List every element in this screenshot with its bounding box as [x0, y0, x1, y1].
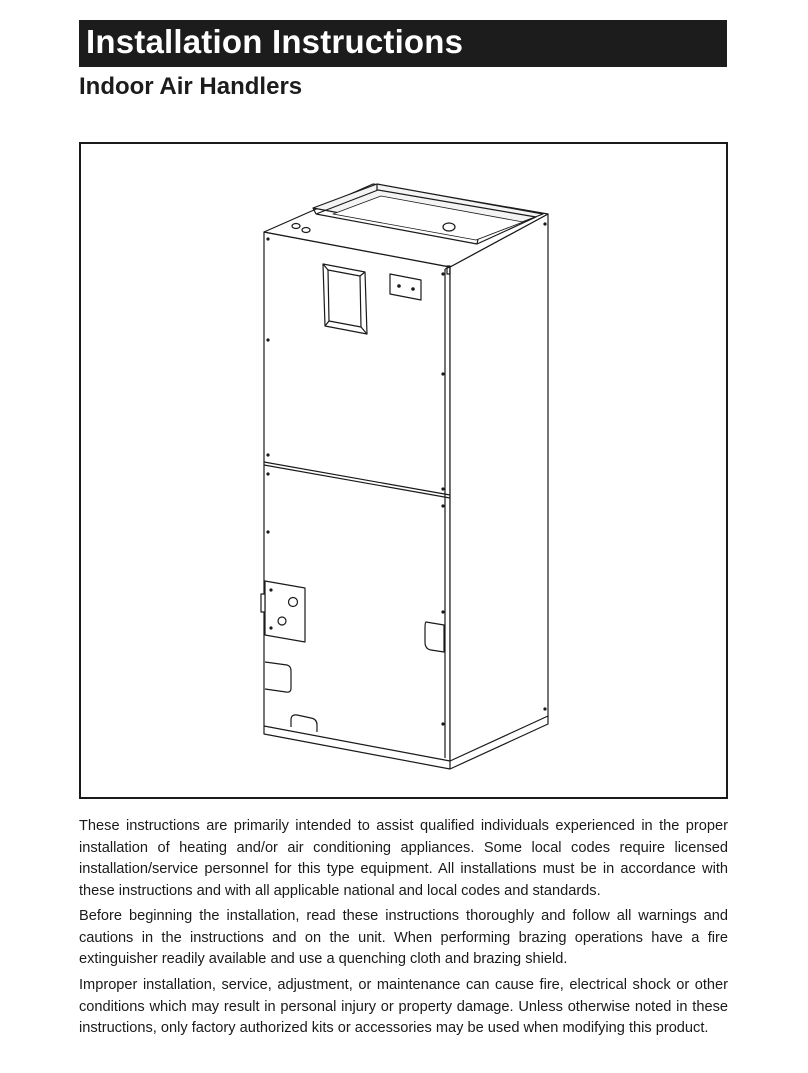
- side-panel-outline: [450, 214, 548, 761]
- document-title: Installation Instructions: [86, 23, 464, 60]
- brazing-caution-paragraph: Before beginning the installation, read these instructions thoroughly and follow all warnings and cautions in the instructions and on the unit. When performing brazing operations have a fire extinguisher readily available and use a quenching cloth and brazing shield.: [79, 908, 728, 967]
- document-subtitle: Indoor Air Handlers: [79, 73, 303, 100]
- air-handler-illustration: [81, 144, 726, 797]
- title-bar: [79, 20, 727, 67]
- improper-installation-warning-paragraph: Improper installation, service, adjustment, or maintenance can cause fire, electrical shock or other conditions which may result in personal injury or property damage. Unless otherwise noted in these instructions, only factory authorized kits or accessories may be used when modifying this product.: [79, 977, 728, 1036]
- figure-frame: [79, 142, 728, 799]
- intro-paragraph: These instructions are primarily intended to assist qualified individuals experienced in the proper installation of heating and/or air conditioning appliances. Some local codes require licensed installation/service personnel for this type equipment. All installations must be in accordance with these instructions and with all applicable national and local codes and standards.: [79, 818, 728, 899]
